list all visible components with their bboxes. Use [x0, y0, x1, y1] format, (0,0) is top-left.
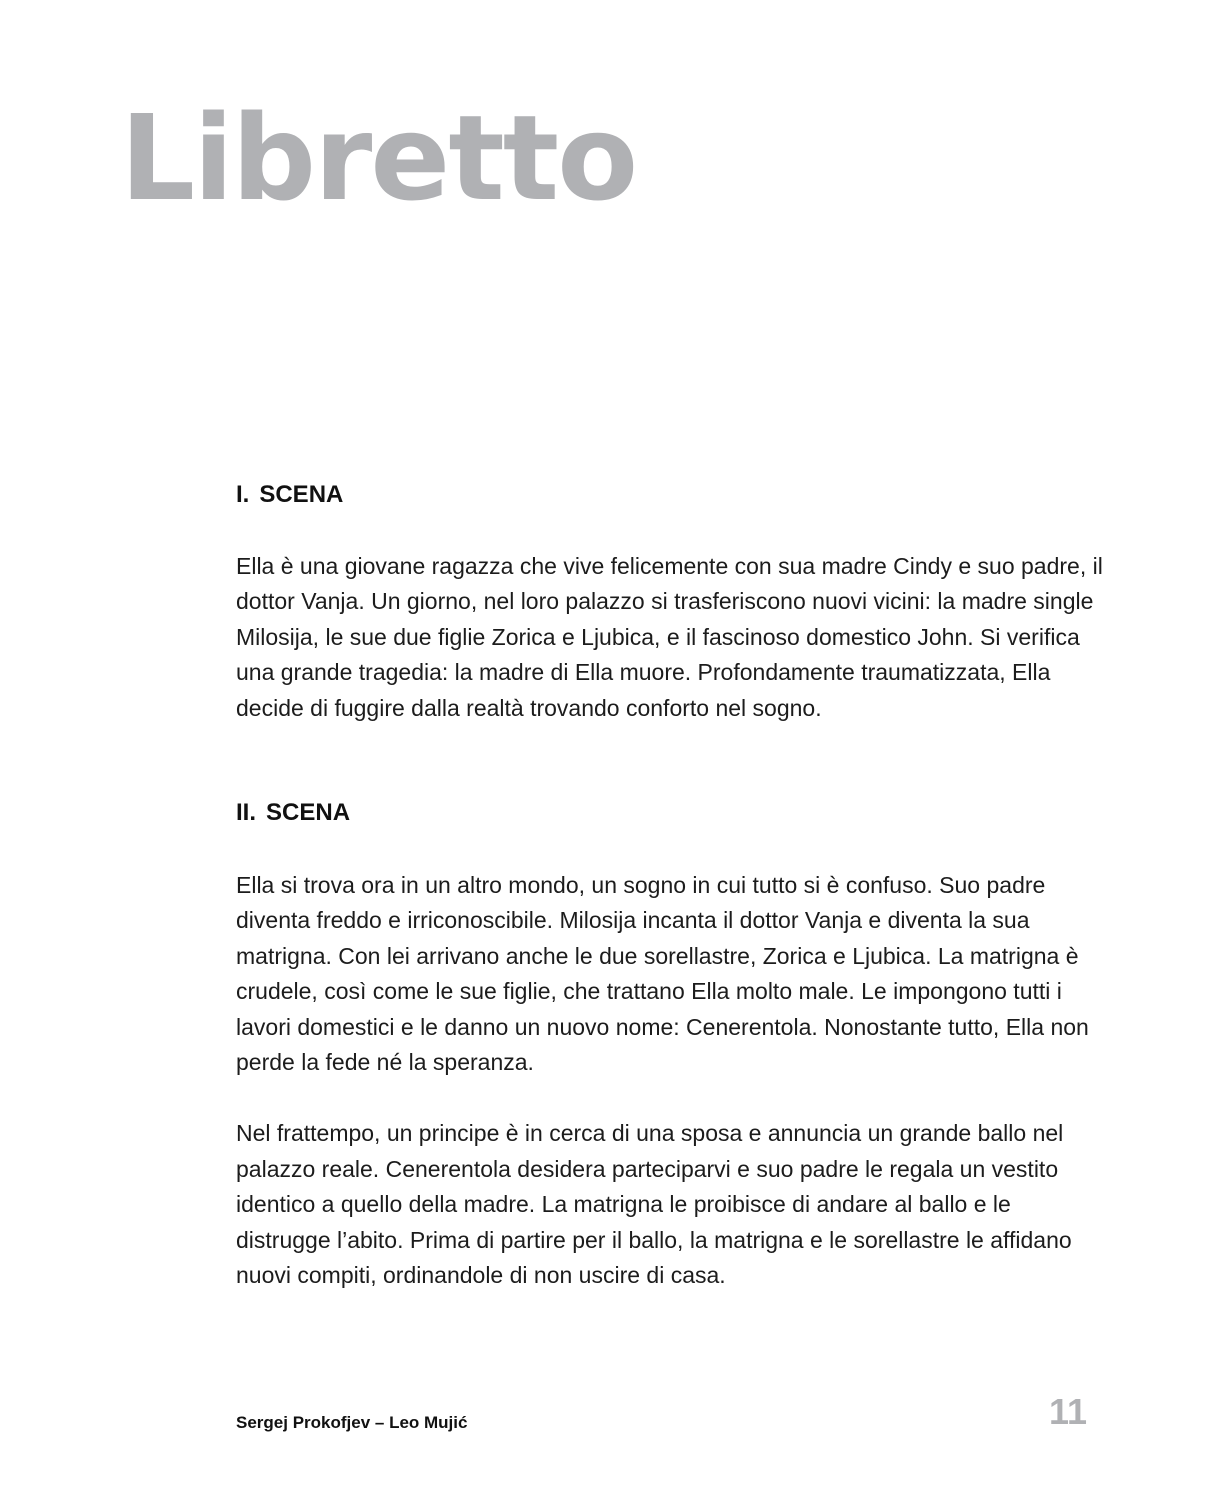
- scene-2-heading: [236, 796, 1106, 830]
- page-number: 11: [1048, 1391, 1087, 1432]
- scene-2-title: SCENA: [266, 799, 351, 827]
- scene-2-paragraph-2: Nel frattempo, un principe è in cerca di una sposa e annuncia un grande ballo nel palazzo reale. Cenerentola desidera parteciparvi e suo padre le regala un vestito identico a quello della madre. La matrigna le proibisce di andare al ballo e le distrugge l’abito. Prima di partire per il ballo, la matrigna e le sorellastre le affidano nuovi compiti, ordinandole di non uscire di casa.: [236, 1120, 1072, 1289]
- scene-2: [236, 796, 1106, 1293]
- scene-1-heading: [236, 478, 1106, 512]
- scene-1-number: I.: [236, 481, 250, 508]
- page-title: Libretto: [120, 89, 637, 227]
- libretto-content: [236, 478, 1106, 1294]
- scene-1-title: SCENA: [259, 481, 344, 508]
- scene-1-paragraph-1: Ella è una giovane ragazza che vive felicemente con sua madre Cindy e suo padre, il dottor Vanja. Un giorno, nel loro palazzo si trasferiscono nuovi vicini: la madre single Milosija, le sue due figlie Zorica e Ljubica, e il fascinoso domestico John. Si verifica una grande tragedia: la madre di Ella muore. Profondamente traumatizzata, Ella decide di fuggire dalla realtà trovando conforto nel sogno.: [236, 553, 1103, 721]
- scene-2-number: II.: [236, 799, 257, 827]
- scene-1: [236, 478, 1106, 726]
- scene-2-paragraph-1: Ella si trova ora in un altro mondo, un sogno in cui tutto si è confuso. Suo padre diventa freddo e irriconoscibile. Milosija incanta il dottor Vanja e diventa la sua matrigna. Con lei arrivano anche le due sorellastre, Zorica e Ljubica. La matrigna è crudele, così come le sue figlie, che trattano Ella molto male. Le impongono tutti i lavori domestici e le danno un nuovo nome: Cenerentola. Nonostante tutto, Ella non perde la fede né la speranza.: [236, 872, 1089, 1076]
- footer-author: Sergej Prokofjev – Leo Mujić: [236, 1413, 468, 1432]
